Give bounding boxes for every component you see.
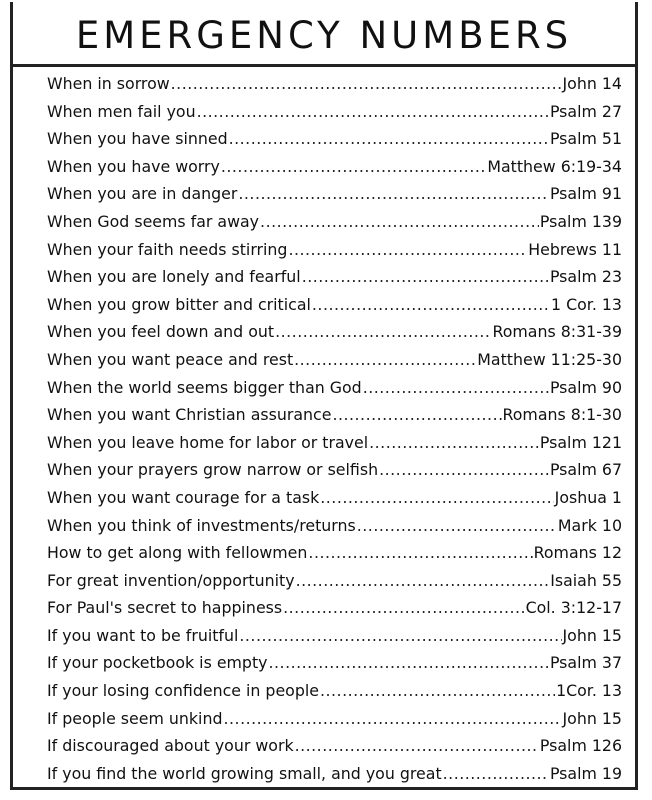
scripture-reference: Matthew 11:25-30 bbox=[477, 349, 622, 369]
dot-leader bbox=[320, 681, 555, 700]
scripture-reference: Romans 8:1-30 bbox=[502, 405, 622, 425]
dot-leader bbox=[357, 516, 557, 535]
scripture-reference: Psalm 126 bbox=[539, 736, 622, 756]
list-item bbox=[47, 129, 632, 157]
scripture-reference: Romans 8:31-39 bbox=[492, 322, 622, 342]
situation-text: When you have worry bbox=[47, 156, 220, 176]
scripture-reference: Psalm 19 bbox=[549, 763, 622, 783]
scripture-reference: Mark 10 bbox=[557, 515, 622, 535]
situation-text: For great invention/opportunity bbox=[47, 570, 295, 590]
scripture-reference: Psalm 27 bbox=[549, 101, 622, 121]
situation-text: When you are in danger bbox=[47, 184, 238, 204]
situation-text: If you find the world growing small, and you great bbox=[47, 763, 442, 783]
dot-leader bbox=[197, 102, 549, 121]
situation-text: When you want courage for a task bbox=[47, 487, 320, 507]
emergency-numbers-card bbox=[10, 2, 638, 790]
scripture-reference: Psalm 139 bbox=[539, 211, 622, 231]
scripture-reference: 1 Cor. 13 bbox=[551, 294, 622, 314]
list-item bbox=[47, 488, 632, 516]
scripture-reference: Psalm 91 bbox=[549, 184, 622, 204]
list-item bbox=[47, 267, 632, 295]
scripture-reference: Hebrews 11 bbox=[528, 239, 622, 259]
situation-text: When your faith needs stirring bbox=[47, 239, 288, 259]
list-item bbox=[47, 212, 632, 240]
situation-text: When you grow bitter and critical bbox=[47, 294, 311, 314]
dot-leader bbox=[308, 543, 532, 562]
scripture-reference: John 15 bbox=[562, 708, 622, 728]
dot-leader bbox=[296, 571, 550, 590]
dot-leader bbox=[260, 212, 539, 231]
title-divider bbox=[13, 64, 635, 67]
scripture-reference: Isaiah 55 bbox=[550, 570, 622, 590]
situation-text: When your prayers grow narrow or selfish bbox=[47, 460, 379, 480]
list-item bbox=[47, 184, 632, 212]
situation-text: If your pocketbook is empty bbox=[47, 653, 268, 673]
list-item bbox=[47, 295, 632, 323]
list-item bbox=[47, 736, 632, 764]
scripture-reference: Psalm 23 bbox=[549, 267, 622, 287]
list-item bbox=[47, 460, 632, 488]
situation-text: For Paul's secret to happiness bbox=[47, 598, 283, 618]
dot-leader bbox=[171, 74, 562, 93]
dot-leader bbox=[221, 157, 486, 176]
list-item bbox=[47, 626, 632, 654]
list-item bbox=[47, 157, 632, 185]
situation-text: If discouraged about your work bbox=[47, 736, 294, 756]
situation-text: If you want to be fruitful bbox=[47, 625, 239, 645]
scripture-reference: Joshua 1 bbox=[554, 487, 622, 507]
situation-text: If your losing confidence in people bbox=[47, 681, 319, 701]
situation-text: When men fail you bbox=[47, 101, 196, 121]
situation-text: When you have sinned bbox=[47, 129, 228, 149]
scripture-reference: Col. 3:12-17 bbox=[525, 598, 622, 618]
dot-leader bbox=[238, 184, 549, 203]
scripture-reference: Psalm 37 bbox=[549, 653, 622, 673]
list-item bbox=[47, 571, 632, 599]
scripture-reference: Matthew 6:19-34 bbox=[487, 156, 622, 176]
dot-leader bbox=[224, 709, 562, 728]
scripture-reference: John 14 bbox=[562, 74, 622, 93]
list-item bbox=[47, 516, 632, 544]
list-item bbox=[47, 598, 632, 626]
dot-leader bbox=[312, 295, 550, 314]
situation-text: How to get along with fellowmen bbox=[47, 543, 308, 563]
dot-leader bbox=[379, 460, 549, 479]
list-item bbox=[47, 543, 632, 571]
dot-leader bbox=[275, 322, 491, 341]
dot-leader bbox=[443, 764, 549, 783]
list-item bbox=[47, 74, 632, 102]
list-item bbox=[47, 350, 632, 378]
scripture-reference: Psalm 121 bbox=[539, 432, 622, 452]
dot-leader bbox=[302, 267, 549, 286]
situation-text: When in sorrow bbox=[47, 74, 170, 93]
situation-text: If people seem unkind bbox=[47, 708, 223, 728]
dot-leader bbox=[294, 350, 476, 369]
dot-leader bbox=[288, 240, 527, 259]
situation-text: When the world seems bigger than God bbox=[47, 377, 362, 397]
scripture-reference: Psalm 51 bbox=[549, 129, 622, 149]
scripture-reference: Psalm 67 bbox=[549, 460, 622, 480]
situation-text: When God seems far away bbox=[47, 211, 260, 231]
situation-text: When you feel down and out bbox=[47, 322, 275, 342]
scripture-reference: Psalm 90 bbox=[549, 377, 622, 397]
list-item bbox=[47, 764, 632, 792]
situation-text: When you want Christian assurance bbox=[47, 405, 332, 425]
dot-leader bbox=[283, 598, 524, 617]
scripture-reference: Romans 12 bbox=[533, 543, 622, 563]
list-item bbox=[47, 378, 632, 406]
emergency-list bbox=[47, 74, 632, 791]
situation-text: When you leave home for labor or travel bbox=[47, 432, 369, 452]
dot-leader bbox=[369, 433, 539, 452]
dot-leader bbox=[295, 736, 539, 755]
list-item bbox=[47, 709, 632, 737]
list-item bbox=[47, 102, 632, 130]
page-title: EMERGENCY NUMBERS bbox=[75, 14, 573, 57]
dot-leader bbox=[239, 626, 561, 645]
situation-text: When you are lonely and fearful bbox=[47, 267, 301, 287]
list-item bbox=[47, 433, 632, 461]
dot-leader bbox=[363, 378, 549, 397]
list-item bbox=[47, 322, 632, 350]
scripture-reference: 1Cor. 13 bbox=[556, 681, 622, 701]
list-item bbox=[47, 653, 632, 681]
situation-text: When you think of investments/returns bbox=[47, 515, 356, 535]
dot-leader bbox=[332, 405, 501, 424]
list-item bbox=[47, 681, 632, 709]
dot-leader bbox=[320, 488, 553, 507]
list-item bbox=[47, 405, 632, 433]
situation-text: When you want peace and rest bbox=[47, 349, 294, 369]
dot-leader bbox=[269, 653, 549, 672]
scripture-reference: John 15 bbox=[562, 625, 622, 645]
list-item bbox=[47, 240, 632, 268]
dot-leader bbox=[229, 129, 549, 148]
